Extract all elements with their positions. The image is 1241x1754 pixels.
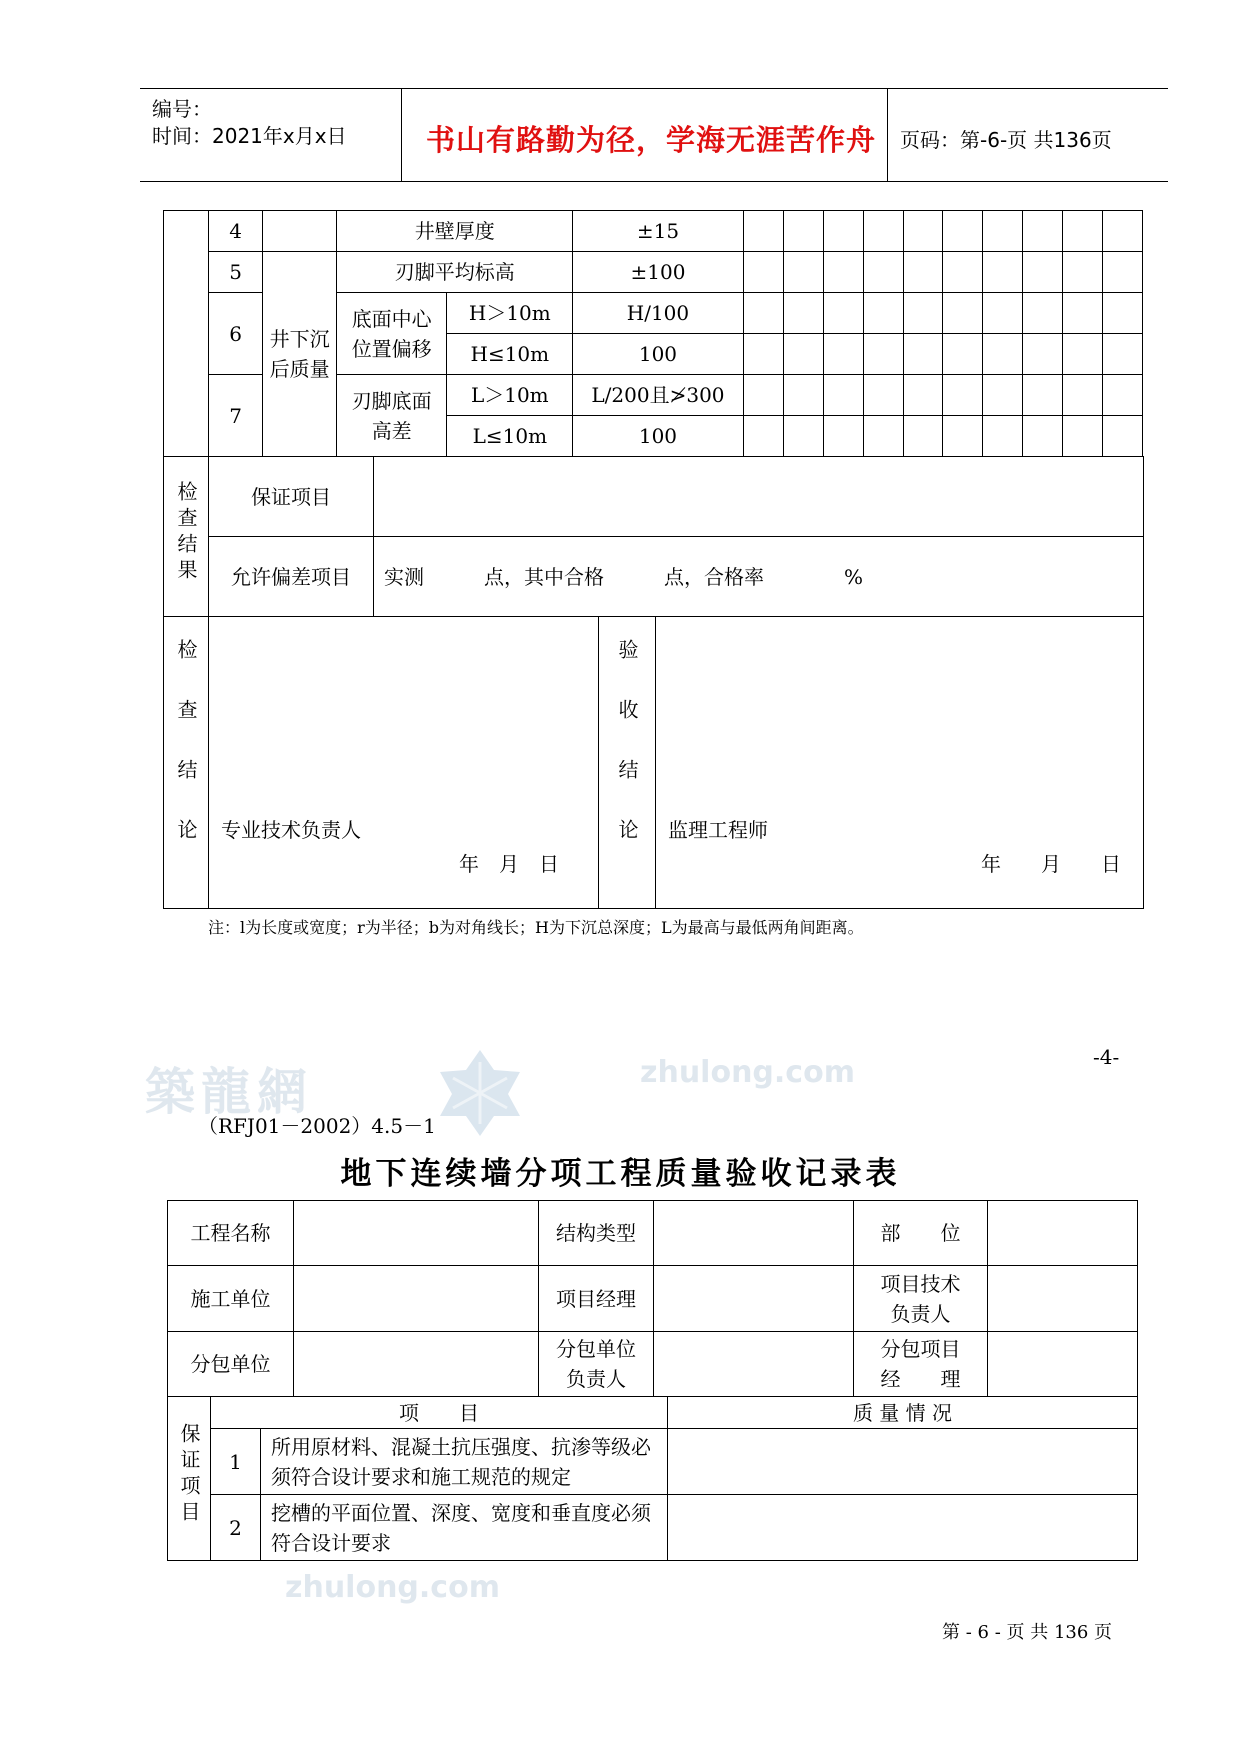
structure-type-value[interactable] (654, 1201, 854, 1266)
results-table (163, 456, 1144, 617)
sub-condition: L＞10m (447, 375, 573, 416)
sub-condition: H＞10m (447, 293, 573, 334)
measure-cell[interactable] (823, 334, 863, 375)
subcontractor-value[interactable] (294, 1332, 539, 1397)
time-label: 时间：2021年x月x日 (152, 124, 347, 148)
measure-cell[interactable] (823, 375, 863, 416)
allowed-label: 允许偏差项目 (209, 537, 374, 617)
measure-cell[interactable] (1102, 211, 1142, 252)
group-label: 井下沉后质量 (263, 252, 337, 457)
measure-cell[interactable] (1022, 334, 1062, 375)
conclusion-table (163, 616, 1144, 909)
measure-cell[interactable] (863, 252, 903, 293)
subcontractor-label: 分包单位 (168, 1332, 294, 1397)
measure-cell[interactable] (823, 252, 863, 293)
measure-cell[interactable] (1022, 375, 1062, 416)
measure-cell[interactable] (982, 211, 1022, 252)
header-bottom-rule (140, 181, 1168, 182)
watermark-site-bottom: zhulong.com (285, 1570, 500, 1605)
row-no: 7 (209, 375, 263, 457)
measure-cell[interactable] (1102, 375, 1142, 416)
measure-cell[interactable] (743, 375, 783, 416)
tolerance: L/200且≯300 (573, 375, 743, 416)
measure-cell[interactable] (942, 252, 982, 293)
measure-cell[interactable] (823, 293, 863, 334)
measure-cell[interactable] (823, 416, 863, 457)
measure-cell[interactable] (982, 334, 1022, 375)
group-cell (263, 211, 337, 252)
sub-lead-label: 分包单位负责人 (539, 1332, 654, 1397)
item-no: 1 (211, 1429, 261, 1495)
measure-cell[interactable] (743, 416, 783, 457)
page-footer: 第 - 6 - 页 共 136 页 (942, 1622, 1113, 1643)
measure-cell[interactable] (783, 416, 823, 457)
quality-header: 质 量 情 况 (668, 1397, 1138, 1429)
measure-cell[interactable] (783, 375, 823, 416)
tech-person-label: 专业技术负责人 (221, 818, 361, 842)
tolerance: 100 (573, 416, 743, 457)
page-label: 页码：第-6-页 共136页 (900, 128, 1112, 152)
measure-cell[interactable] (942, 416, 982, 457)
measure-cell[interactable] (823, 211, 863, 252)
measure-cell[interactable] (783, 211, 823, 252)
date-right: 年 月 日 (981, 852, 1121, 876)
measure-cell[interactable] (743, 252, 783, 293)
measure-cell[interactable] (863, 375, 903, 416)
date-left: 年 月 日 (459, 852, 559, 876)
row-no: 5 (209, 252, 263, 293)
guarantee-label: 保证项目 (209, 457, 374, 537)
sub-lead-value[interactable] (654, 1332, 854, 1397)
sub-manager-label: 分包项目经 理 (854, 1332, 988, 1397)
construction-unit-label: 施工单位 (168, 1266, 294, 1332)
construction-unit-value[interactable] (294, 1266, 539, 1332)
snowflake-watermark-icon (432, 1048, 528, 1142)
measure-cell[interactable] (982, 416, 1022, 457)
measure-cell[interactable] (743, 293, 783, 334)
acceptance-table (167, 1200, 1138, 1397)
measure-cell[interactable] (982, 252, 1022, 293)
watermark-site-top: zhulong.com (640, 1055, 855, 1090)
motto: 书山有路勤为径，学海无涯苦作舟 (426, 123, 877, 157)
measure-cell[interactable] (982, 375, 1022, 416)
position-label: 部 位 (854, 1201, 988, 1266)
measure-cell[interactable] (863, 416, 903, 457)
row-no: 4 (209, 211, 263, 252)
item-no: 2 (211, 1495, 261, 1561)
check-conclusion-box[interactable] (209, 617, 599, 909)
header-divider-left (401, 88, 402, 182)
measure-cell[interactable] (1102, 252, 1142, 293)
position-value[interactable] (988, 1201, 1138, 1266)
sub-manager-value[interactable] (988, 1332, 1138, 1397)
inspection-table (163, 210, 1143, 457)
measure-cell[interactable] (1022, 211, 1062, 252)
measure-cell[interactable] (783, 293, 823, 334)
page-mark: -4- (1093, 1045, 1120, 1069)
structure-type-label: 结构类型 (539, 1201, 654, 1266)
measure-cell[interactable] (1022, 252, 1062, 293)
measure-cell[interactable] (743, 211, 783, 252)
watermark-logo-text: 築龍網 (145, 1063, 313, 1121)
row-no: 6 (209, 293, 263, 375)
measure-cell[interactable] (942, 375, 982, 416)
tech-lead-value[interactable] (988, 1266, 1138, 1332)
form-title: 地下连续墙分项工程质量验收记录表 (340, 1156, 901, 1192)
blank-left-column (164, 211, 209, 457)
measure-cell[interactable] (863, 334, 903, 375)
measure-cell[interactable] (903, 375, 942, 416)
measure-cell[interactable] (783, 252, 823, 293)
measure-cell[interactable] (863, 211, 903, 252)
measure-cell[interactable] (1062, 416, 1102, 457)
guarantee-items-label: 保证项目 (168, 1397, 211, 1561)
project-name-value[interactable] (294, 1201, 539, 1266)
measure-cell[interactable] (1022, 293, 1062, 334)
sub-condition: L≤10m (447, 416, 573, 457)
measure-cell[interactable] (942, 334, 982, 375)
check-result-label: 检查结果 (164, 457, 209, 617)
measure-cell[interactable] (1102, 416, 1142, 457)
tolerance: 100 (573, 334, 743, 375)
sub-condition: H≤10m (447, 334, 573, 375)
measure-cell[interactable] (942, 211, 982, 252)
item-name: 刃脚平均标高 (337, 252, 573, 293)
quality-value[interactable] (668, 1495, 1138, 1561)
project-name-label: 工程名称 (168, 1201, 294, 1266)
tech-lead-label: 项目技术负责人 (854, 1266, 988, 1332)
header-top-rule (140, 88, 1168, 89)
item-text: 挖槽的平面位置、深度、宽度和垂直度必须符合设计要求 (261, 1495, 668, 1561)
supervisor-label: 监理工程师 (668, 818, 768, 842)
guarantee-items-table (167, 1396, 1138, 1561)
accept-conclusion-label: 验收结论 (599, 617, 656, 909)
measure-cell[interactable] (1102, 293, 1142, 334)
tolerance: ±15 (573, 211, 743, 252)
measure-cell[interactable] (903, 252, 942, 293)
tolerance: H/100 (573, 293, 743, 334)
measure-cell[interactable] (903, 211, 942, 252)
measure-cell[interactable] (1062, 334, 1102, 375)
measure-cell[interactable] (1022, 416, 1062, 457)
form-code: （RFJ01－2002）4.5－1 (198, 1114, 436, 1138)
measure-cell[interactable] (982, 293, 1022, 334)
accept-conclusion-box[interactable] (656, 617, 1144, 909)
quality-value[interactable] (668, 1429, 1138, 1495)
item-header: 项 目 (211, 1397, 668, 1429)
header-divider-right (887, 88, 888, 182)
measure-cell[interactable] (1062, 211, 1102, 252)
project-manager-label: 项目经理 (539, 1266, 654, 1332)
project-manager-value[interactable] (654, 1266, 854, 1332)
measure-cell[interactable] (1062, 375, 1102, 416)
item-name: 井壁厚度 (337, 211, 573, 252)
measure-cell[interactable] (1062, 252, 1102, 293)
measure-cell[interactable] (942, 293, 982, 334)
measure-cell[interactable] (1062, 293, 1102, 334)
table-note: 注：l为长度或宽度；r为半径；b为对角线长；H为下沉总深度；L为最高与最低两角间距离。 (208, 918, 864, 937)
measure-cell[interactable] (743, 334, 783, 375)
item-name: 刃脚底面高差 (337, 375, 447, 457)
item-text: 所用原材料、混凝土抗压强度、抗渗等级必须符合设计要求和施工规范的规定 (261, 1429, 668, 1495)
guarantee-value[interactable] (374, 457, 1144, 537)
tolerance: ±100 (573, 252, 743, 293)
code-label: 编号： (152, 97, 212, 121)
check-conclusion-label: 检查结论 (164, 617, 209, 909)
measure-cell[interactable] (903, 416, 942, 457)
measure-cell[interactable] (903, 293, 942, 334)
measure-cell[interactable] (903, 334, 942, 375)
measured-summary[interactable]: 实测 点，其中合格 点，合格率 % (374, 537, 1144, 617)
item-name: 底面中心位置偏移 (337, 293, 447, 375)
measure-cell[interactable] (1102, 334, 1142, 375)
measure-cell[interactable] (783, 334, 823, 375)
measure-cell[interactable] (863, 293, 903, 334)
